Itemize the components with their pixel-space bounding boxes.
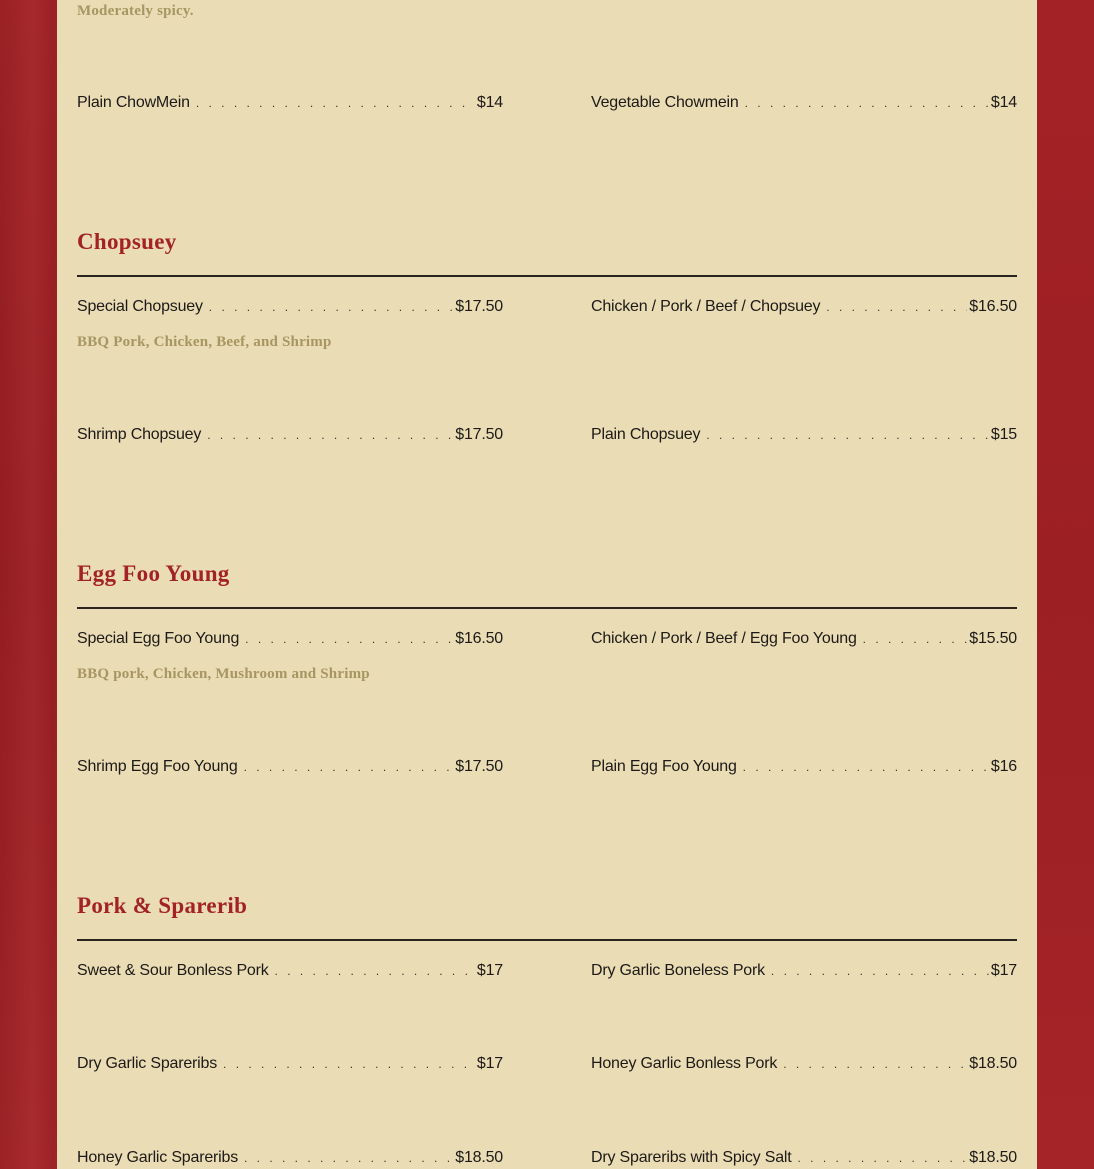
item-price: $17: [990, 962, 1017, 979]
item-name: Vegetable Chowmein: [591, 94, 739, 111]
item-name: Honey Garlic Bonless Pork: [591, 1055, 778, 1072]
dot-leader: [743, 760, 989, 774]
dot-leader: [745, 96, 989, 110]
section-divider: [77, 607, 1017, 609]
section-title-chopsuey: Chopsuey: [77, 229, 177, 254]
item-name: Plain ChowMein: [77, 94, 190, 111]
dot-leader: [223, 1057, 475, 1071]
item-name: Dry Garlic Spareribs: [77, 1055, 218, 1072]
menu-item[interactable]: [77, 758, 503, 782]
menu-item[interactable]: [77, 962, 503, 986]
menu-item[interactable]: [77, 426, 503, 450]
item-name: Special Chopsuey: [77, 298, 203, 315]
dot-leader: [244, 1151, 453, 1165]
item-name: Sweet & Sour Bonless Pork: [77, 962, 269, 979]
menu-item[interactable]: [591, 758, 1017, 782]
dot-leader: [244, 760, 454, 774]
item-note: BBQ pork, Chicken, Mushroom and Shrimp: [77, 666, 370, 682]
menu-item[interactable]: [77, 1055, 503, 1079]
menu-item[interactable]: [77, 1149, 503, 1169]
item-name: Plain Chopsuey: [591, 426, 701, 443]
dot-leader: [783, 1057, 967, 1071]
dot-leader: [209, 300, 453, 314]
item-price: $17.50: [455, 426, 503, 443]
dot-leader: [207, 428, 453, 442]
dot-leader: [863, 632, 968, 646]
menu-item[interactable]: [591, 1055, 1017, 1079]
item-price: $17: [476, 962, 503, 979]
item-price: $16.50: [969, 298, 1017, 315]
item-price: $14: [476, 94, 503, 111]
item-price: $17.50: [455, 298, 503, 315]
item-price: $15.50: [969, 630, 1017, 647]
menu-item[interactable]: [591, 630, 1017, 654]
section-divider: [77, 275, 1017, 277]
item-price: $15: [990, 426, 1017, 443]
item-price: $18.50: [455, 1149, 503, 1166]
menu-item[interactable]: [591, 426, 1017, 450]
item-name: Shrimp Egg Foo Young: [77, 758, 238, 775]
dot-leader: [798, 1151, 968, 1165]
menu-panel: [57, 0, 1037, 1169]
dot-leader: [706, 428, 989, 442]
item-price: $16.50: [455, 630, 503, 647]
item-name: Dry Spareribs with Spicy Salt: [591, 1149, 792, 1166]
dot-leader: [245, 632, 453, 646]
item-name: Dry Garlic Boneless Pork: [591, 962, 765, 979]
dot-leader: [196, 96, 475, 110]
item-price: $14: [990, 94, 1017, 111]
item-name: Special Egg Foo Young: [77, 630, 240, 647]
item-name: Chicken / Pork / Beef / Chopsuey: [591, 298, 821, 315]
menu-item[interactable]: [77, 298, 503, 322]
item-price: $18.50: [969, 1149, 1017, 1166]
section-divider: [77, 939, 1017, 941]
section-title-egg-foo-young: Egg Foo Young: [77, 561, 230, 586]
item-price: $17.50: [455, 758, 503, 775]
item-note: BBQ Pork, Chicken, Beef, and Shrimp: [77, 334, 332, 350]
menu-item[interactable]: [77, 94, 503, 118]
dot-leader: [275, 964, 475, 978]
menu-item[interactable]: [591, 94, 1017, 118]
item-note: Moderately spicy.: [77, 3, 194, 19]
section-title-pork-sparerib: Pork & Sparerib: [77, 893, 248, 918]
menu-item[interactable]: [77, 630, 503, 654]
item-name: Honey Garlic Spareribs: [77, 1149, 238, 1166]
item-price: $17: [476, 1055, 503, 1072]
item-name: Shrimp Chopsuey: [77, 426, 202, 443]
item-name: Chicken / Pork / Beef / Egg Foo Young: [591, 630, 857, 647]
item-price: $16: [990, 758, 1017, 775]
menu-item[interactable]: [591, 962, 1017, 986]
dot-leader: [826, 300, 967, 314]
menu-item[interactable]: [591, 298, 1017, 322]
item-price: $18.50: [969, 1055, 1017, 1072]
dot-leader: [771, 964, 989, 978]
menu-item[interactable]: [591, 1149, 1017, 1169]
item-name: Plain Egg Foo Young: [591, 758, 737, 775]
